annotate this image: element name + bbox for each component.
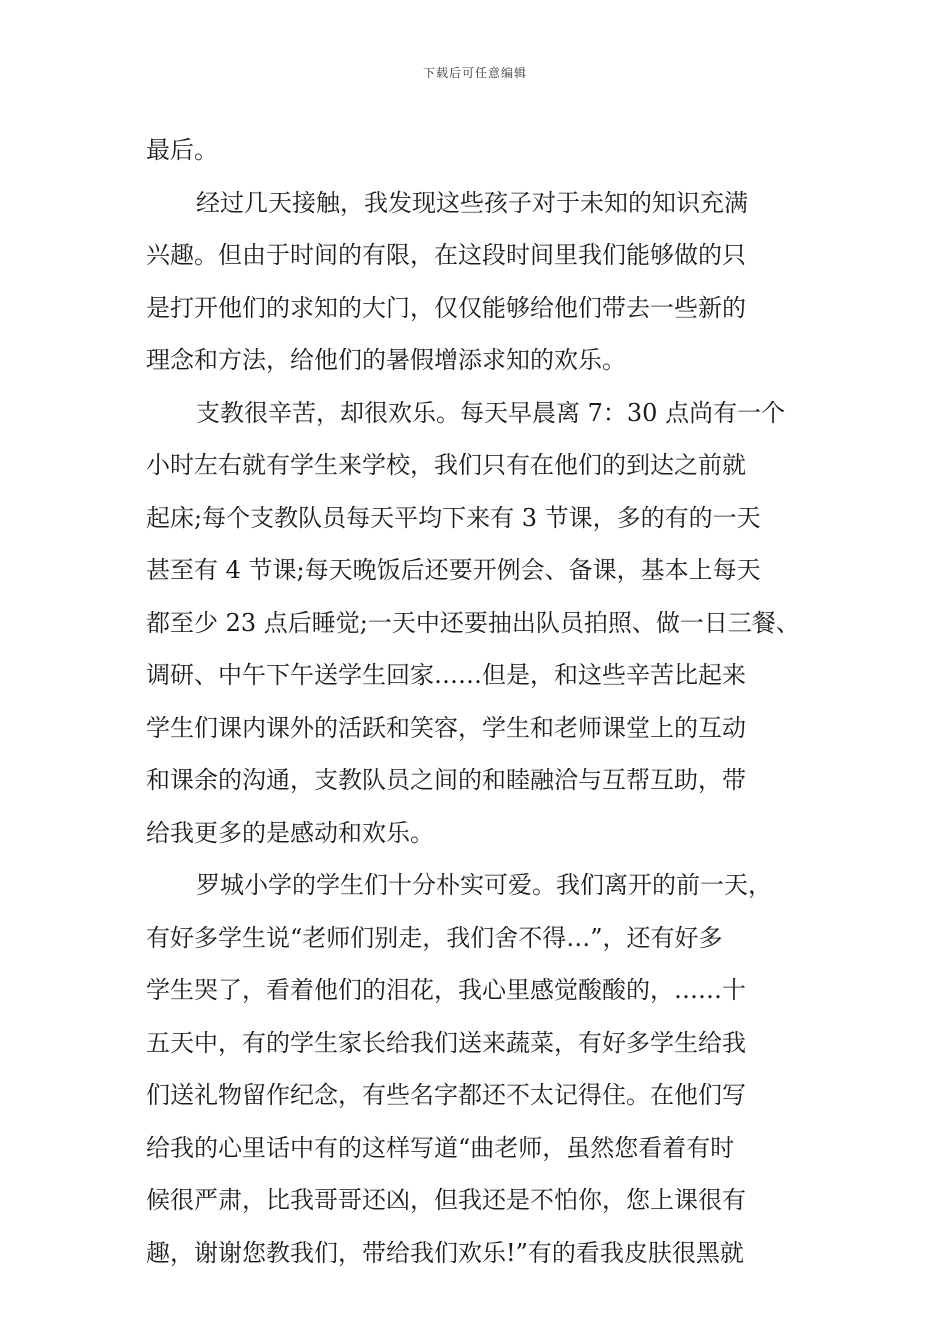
text-line: 是打开他们的求知的大门，仅仅能够给他们带去一些新的 — [146, 293, 746, 322]
text-line: 理念和方法，给他们的暑假增添求知的欢乐。 — [146, 346, 626, 374]
text-line: 学生哭了，看着他们的泪花，我心里感觉酸酸的，……十 — [146, 976, 746, 1004]
text-line: 五天中，有的学生家长给我们送来蔬菜，有好多学生给我 — [146, 1028, 746, 1057]
document-body — [146, 124, 806, 1279]
text-line: 有好多学生说“老师们别走，我们舍不得…”，还有好多 — [146, 923, 723, 952]
text-line: 罗城小学的学生们十分朴实可爱。我们离开的前一天， — [196, 871, 772, 899]
text-line: 们送礼物留作纪念，有些名字都还不太记得住。在他们写 — [146, 1081, 746, 1109]
text-line: 趣，谢谢您教我们，带给我们欢乐!”有的看我皮肤很黑就 — [146, 1238, 744, 1267]
text-line: 起床;每个支教队员每天平均下来有 3 节课，多的有的一天 — [146, 503, 761, 532]
text-line: 给我更多的是感动和欢乐。 — [146, 818, 434, 847]
text-line: 小时左右就有学生来学校，我们只有在他们的到达之前就 — [146, 451, 746, 479]
text-line: 都至少 23 点后睡觉;一天中还要抽出队员拍照、做一日三餐、 — [146, 608, 800, 637]
page-header: 下载后可任意编辑 — [422, 66, 527, 80]
text-line: 候很严肃，比我哥哥还凶，但我还是不怕你，您上课很有 — [146, 1186, 746, 1214]
paragraph-4 — [146, 859, 806, 1279]
paragraph-1 — [146, 124, 806, 177]
text-line: 兴趣。但由于时间的有限，在这段时间里我们能够做的只 — [146, 241, 746, 269]
text-line: 调研、中午下午送学生回家……但是，和这些辛苦比起来 — [146, 661, 746, 689]
text-line: 最后。 — [146, 136, 218, 164]
paragraph-2 — [146, 177, 806, 387]
text-line: 给我的心里话中有的这样写道“曲老师，虽然您看着有时 — [146, 1133, 735, 1162]
paragraph-3 — [146, 387, 806, 860]
text-line: 和课余的沟通，支教队员之间的和睦融洽与互帮互助，带 — [146, 766, 746, 794]
text-line: 支教很辛苦，却很欢乐。每天早晨离 7：30 点尚有一个 — [196, 398, 786, 427]
text-line: 甚至有 4 节课;每天晚饭后还要开例会、备课，基本上每天 — [146, 556, 761, 584]
text-line: 学生们课内课外的活跃和笑容，学生和老师课堂上的互动 — [146, 713, 746, 742]
text-line: 经过几天接触，我发现这些孩子对于未知的知识充满 — [196, 188, 748, 217]
